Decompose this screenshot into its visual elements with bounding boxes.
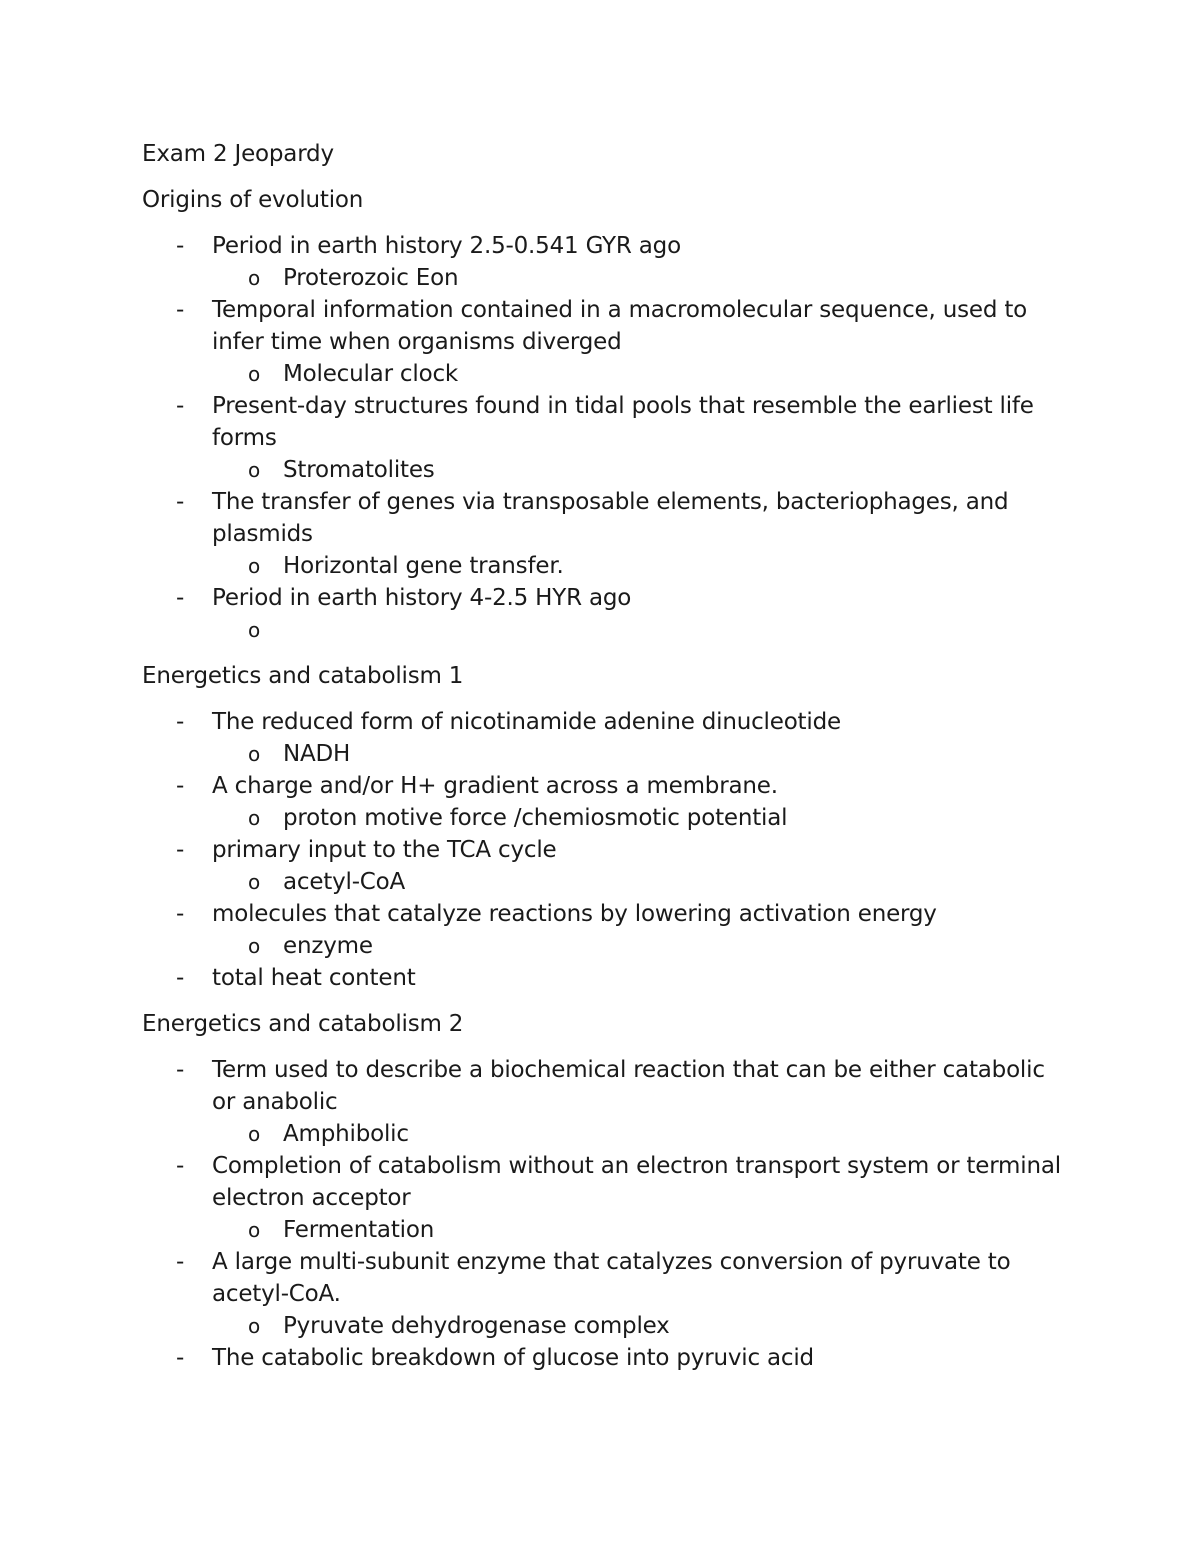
answer-item: [142, 1118, 1062, 1150]
circle-bullet-icon: o: [248, 362, 261, 386]
answer-text: Proterozoic Eon: [283, 265, 459, 291]
answer-item: [142, 930, 1062, 962]
answer-item: [142, 866, 1062, 898]
dash-bullet-icon: -: [176, 901, 185, 927]
dash-bullet-icon: -: [176, 1057, 185, 1083]
question-item: [142, 770, 1062, 802]
dash-bullet-icon: -: [176, 837, 185, 863]
question-item: [142, 962, 1062, 994]
answer-text: enzyme: [283, 933, 373, 959]
circle-bullet-icon: o: [248, 266, 261, 290]
section: [142, 660, 1062, 994]
dash-bullet-icon: -: [176, 1249, 185, 1275]
document-page: [142, 138, 1062, 1388]
question-text: The reduced form of nicotinamide adenine dinucleotide: [212, 709, 841, 735]
question-item: [142, 486, 1062, 550]
dash-bullet-icon: -: [176, 585, 185, 611]
circle-bullet-icon: o: [248, 1314, 261, 1338]
answer-text: proton motive force /chemiosmotic potential: [283, 805, 788, 831]
answer-item: [142, 358, 1062, 390]
dash-bullet-icon: -: [176, 297, 185, 323]
section-heading: Energetics and catabolism 2: [142, 1011, 464, 1037]
question-item: [142, 1342, 1062, 1374]
question-text: The catabolic breakdown of glucose into pyruvic acid: [212, 1345, 814, 1371]
question-text: Term used to describe a biochemical reaction that can be either catabolic or anabolic: [212, 1057, 1045, 1115]
question-item: [142, 390, 1062, 454]
question-text: A charge and/or H+ gradient across a membrane.: [212, 773, 778, 799]
answer-text: Pyruvate dehydrogenase complex: [283, 1313, 670, 1339]
circle-bullet-icon: o: [248, 458, 261, 482]
answer-text: NADH: [283, 741, 351, 767]
answer-text: Molecular clock: [283, 361, 459, 387]
question-item: [142, 834, 1062, 866]
dash-bullet-icon: -: [176, 489, 185, 515]
dash-bullet-icon: -: [176, 1345, 185, 1371]
answer-item: [142, 262, 1062, 294]
question-text: Period in earth history 4-2.5 HYR ago: [212, 585, 632, 611]
answer-text: Fermentation: [283, 1217, 435, 1243]
dash-bullet-icon: -: [176, 773, 185, 799]
answer-item: [142, 1214, 1062, 1246]
question-item: [142, 582, 1062, 614]
question-item: [142, 706, 1062, 738]
section: [142, 184, 1062, 646]
question-text: Completion of catabolism without an electron transport system or terminal electron acceptor: [212, 1153, 1061, 1211]
circle-bullet-icon: o: [248, 1218, 261, 1242]
question-text: Period in earth history 2.5-0.541 GYR ago: [212, 233, 681, 259]
answer-text: Horizontal gene transfer.: [283, 553, 564, 579]
dash-bullet-icon: -: [176, 1153, 185, 1179]
circle-bullet-icon: o: [248, 554, 261, 578]
section-heading: Energetics and catabolism 1: [142, 663, 464, 689]
question-text: A large multi-subunit enzyme that catalyzes conversion of pyruvate to acetyl-CoA.: [212, 1249, 1011, 1307]
dash-bullet-icon: -: [176, 709, 185, 735]
document-title: Exam 2 Jeopardy: [142, 141, 334, 167]
circle-bullet-icon: o: [248, 742, 261, 766]
dash-bullet-icon: -: [176, 233, 185, 259]
circle-bullet-icon: o: [248, 870, 261, 894]
answer-text: acetyl-CoA: [283, 869, 406, 895]
question-item: [142, 230, 1062, 262]
dash-bullet-icon: -: [176, 965, 185, 991]
answer-item: [142, 738, 1062, 770]
dash-bullet-icon: -: [176, 393, 185, 419]
question-item: [142, 1150, 1062, 1214]
question-text: total heat content: [212, 965, 416, 991]
answer-item: [142, 1310, 1062, 1342]
answer-text: Stromatolites: [283, 457, 435, 483]
answer-item: [142, 550, 1062, 582]
answer-item: [142, 614, 1062, 646]
question-text: primary input to the TCA cycle: [212, 837, 557, 863]
circle-bullet-icon: o: [248, 618, 261, 642]
section-heading: Origins of evolution: [142, 187, 364, 213]
answer-item: [142, 802, 1062, 834]
sections-container: [142, 184, 1062, 1374]
question-text: Temporal information contained in a macromolecular sequence, used to infer time when organisms diverged: [212, 297, 1028, 355]
question-text: Present-day structures found in tidal pools that resemble the earliest life forms: [212, 393, 1034, 451]
question-text: The transfer of genes via transposable elements, bacteriophages, and plasmids: [212, 489, 1009, 547]
answer-item: [142, 454, 1062, 486]
question-item: [142, 294, 1062, 358]
question-text: molecules that catalyze reactions by lowering activation energy: [212, 901, 937, 927]
question-item: [142, 1246, 1062, 1310]
circle-bullet-icon: o: [248, 934, 261, 958]
circle-bullet-icon: o: [248, 806, 261, 830]
section: [142, 1008, 1062, 1374]
answer-text: Amphibolic: [283, 1121, 409, 1147]
circle-bullet-icon: o: [248, 1122, 261, 1146]
question-item: [142, 898, 1062, 930]
question-item: [142, 1054, 1062, 1118]
